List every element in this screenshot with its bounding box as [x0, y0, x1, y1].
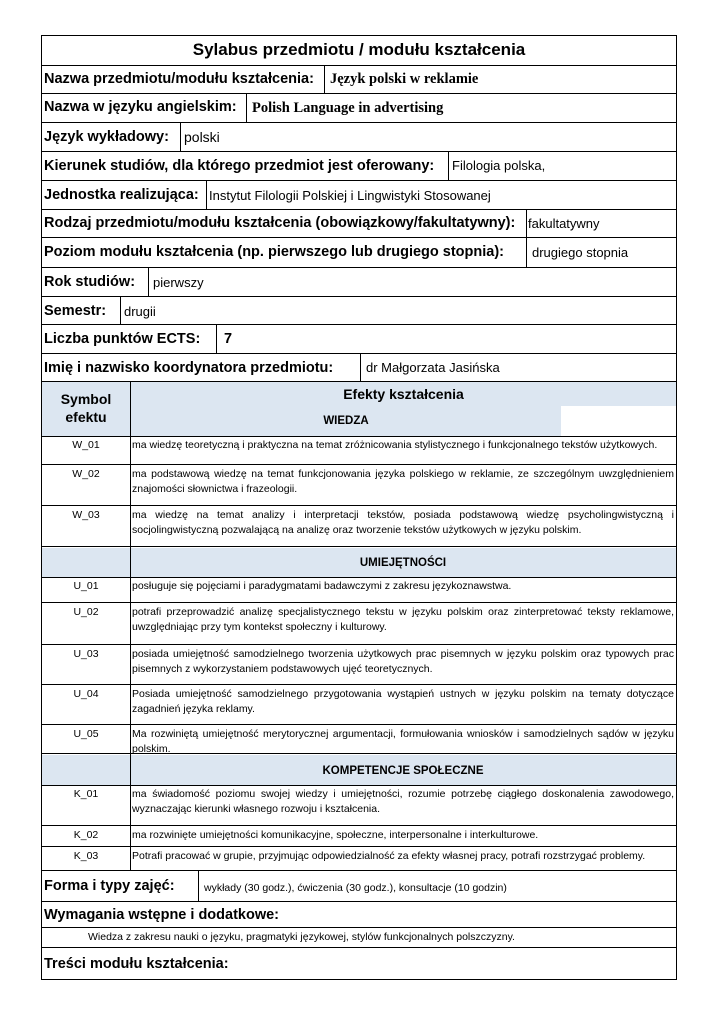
effect-text: Posiada umiejętność samodzielnego przygotowania wystąpień ustnych w języku polskim na tematy dotyczące zagadnień języka reklamy. — [132, 688, 674, 715]
effect-text: ma wiedzę na temat analizy i interpretacji tekstów, posiada podstawową wiedzę psycholingwistyczną i socjolingwistyczną pozwalającą na analizę oraz tworzenie tekstów użytkowych w języku polskim. — [132, 509, 674, 536]
effect-text: potrafi przeprowadzić analizę specjalistycznego tekstu w języku polskim oraz zinterpretować teksty reklamowe, uwzględniając przy tym kontekst społeczny i kulturowy. — [132, 606, 674, 633]
coordinator-label: Imię i nazwisko koordynatora przedmiotu: — [44, 360, 334, 376]
coordinator-value: dr Małgorzata Jasińska — [366, 360, 500, 375]
symbol-header — [42, 382, 130, 436]
effect-code: U_03 — [73, 648, 99, 660]
level-value: drugiego stopnia — [532, 245, 629, 260]
page-title: Sylabus przedmiotu / modułu kształcenia — [192, 40, 526, 59]
table-row — [42, 646, 676, 685]
semester-value: drugii — [124, 304, 156, 319]
effect-code: K_01 — [73, 788, 99, 800]
table-row — [42, 848, 676, 870]
language-value: polski — [184, 129, 220, 145]
effects-section — [42, 382, 676, 870]
direction-label: Kierunek studiów, dla którego przedmiot jest oferowany: — [44, 158, 435, 174]
skills-header — [42, 548, 676, 578]
effect-text: ma świadomość poziomu swojej wiedzy i umiejętności, rozumie potrzebę ciągłego doskonalenia zawodowego, wyznaczając kierunki własnego rozwoju i kształcenia. — [132, 788, 674, 815]
table-row — [42, 507, 676, 547]
table-row — [42, 578, 676, 603]
requirements-label: Wymagania wstępne i dodatkowe: — [44, 907, 280, 923]
effect-code: W_02 — [72, 468, 100, 480]
title-row — [42, 36, 676, 66]
effects-header-title: Efekty kształcenia — [343, 386, 464, 402]
social-header-title: KOMPETENCJE SPOŁECZNE — [322, 765, 484, 777]
effect-text: ma podstawową wiedzę na temat funkcjonowania języka polskiego w reklamie, ze szczególnym uwzględnieniem znajomości słownictwa i frazeologii. — [132, 468, 674, 495]
forms-value: wykłady (30 godz.), ćwiczenia (30 godz.), konsultacje (10 godzin) — [204, 882, 507, 894]
effect-text: posługuje się pojęciami i paradygmatami badawczymi z zakresu językoznawstwa. — [132, 580, 512, 592]
table-row — [42, 437, 676, 465]
ects-value: 7 — [224, 331, 233, 347]
knowledge-header-title: WIEDZA — [323, 415, 369, 427]
knowledge-header — [131, 406, 561, 436]
year-label: Rok studiów: — [44, 274, 136, 290]
language-row — [42, 123, 676, 152]
symbol-header-line-2: efektu — [65, 409, 107, 425]
skills-header-title: UMIEJĘTNOŚCI — [359, 557, 447, 569]
coordinator-row — [42, 354, 676, 382]
effect-text: ma wiedzę teoretyczną i praktyczna na temat zróżnicowania stylistycznego i funkcjonalnego tekstów użytkowych. — [132, 439, 658, 451]
effect-text: posiada umiejętność samodzielnego tworzenia użytkowych prac pisemnych w języku polskim oraz typowych prac pisemnych z wykorzystaniem podstawowych ujęć teoretycznych. — [132, 648, 674, 675]
effect-code: U_05 — [73, 728, 99, 740]
effect-code: U_01 — [73, 580, 99, 592]
language-label: Język wykładowy: — [44, 129, 169, 145]
level-label: Poziom modułu kształcenia (np. pierwszego lub drugiego stopnia): — [44, 244, 504, 260]
course-name-en-label: Nazwa w języku angielskim: — [44, 99, 237, 115]
course-name-row — [42, 66, 676, 94]
effect-text: Potrafi pracować w grupie, przyjmując odpowiedzialność za efekty własnej pracy, potrafi rozstrzygać problemy. — [132, 850, 646, 862]
course-name-label: Nazwa przedmiotu/modułu kształcenia: — [44, 71, 314, 87]
unit-value: Instytut Filologii Polskiej i Lingwistyki Stosowanej — [209, 188, 491, 203]
table-row — [42, 686, 676, 725]
level-row — [42, 238, 676, 268]
effect-code: K_03 — [73, 850, 99, 862]
type-row — [42, 210, 676, 238]
course-name-en-value: Polish Language in advertising — [252, 100, 444, 116]
type-label: Rodzaj przedmiotu/modułu kształcenia (obowiązkowy/fakultatywny): — [44, 215, 516, 231]
direction-row — [42, 152, 676, 181]
table-row — [42, 604, 676, 645]
syllabus-document — [41, 35, 677, 980]
requirements-value-row — [42, 928, 676, 948]
requirements-label-row — [42, 902, 676, 928]
ects-row — [42, 325, 676, 354]
contents-row — [42, 948, 676, 979]
effect-text: Ma rozwiniętą umiejętność merytorycznej argumentacji, formułowania wniosków i samodzielnych sądów w języku polskim. — [132, 728, 674, 755]
effect-code: U_02 — [73, 606, 99, 618]
effect-code: W_03 — [72, 509, 100, 521]
table-row — [42, 786, 676, 826]
direction-value: Filologia polska, — [452, 158, 546, 173]
course-name-value: Język polski w reklamie — [330, 71, 479, 87]
unit-row — [42, 181, 676, 210]
effect-code: U_04 — [73, 688, 99, 700]
contents-label: Treści modułu kształcenia: — [44, 956, 229, 972]
effect-code: W_01 — [72, 439, 100, 451]
forms-label: Forma i typy zajęć: — [44, 878, 175, 894]
effect-text: ma rozwinięte umiejętności komunikacyjne, społeczne, interpersonalne i interkulturowe. — [132, 829, 539, 841]
year-value: pierwszy — [153, 275, 204, 290]
semester-row — [42, 297, 676, 325]
type-value: fakultatywny — [528, 216, 600, 231]
symbol-header-line-1: Symbol — [60, 391, 112, 407]
effect-code: K_02 — [73, 829, 99, 841]
table-row — [42, 827, 676, 847]
social-header — [42, 755, 676, 786]
forms-row — [42, 870, 676, 902]
table-row — [42, 466, 676, 506]
table-row — [42, 726, 676, 754]
requirements-value: Wiedza z zakresu nauki o języku, pragmatyki językowej, stylów funkcjonalnych polszczyzny. — [88, 931, 515, 943]
semester-label: Semestr: — [44, 303, 107, 319]
unit-label: Jednostka realizująca: — [44, 187, 199, 203]
course-name-en-row — [42, 94, 676, 123]
year-row — [42, 268, 676, 297]
ects-label: Liczba punktów ECTS: — [44, 331, 201, 347]
effects-header — [131, 382, 676, 406]
